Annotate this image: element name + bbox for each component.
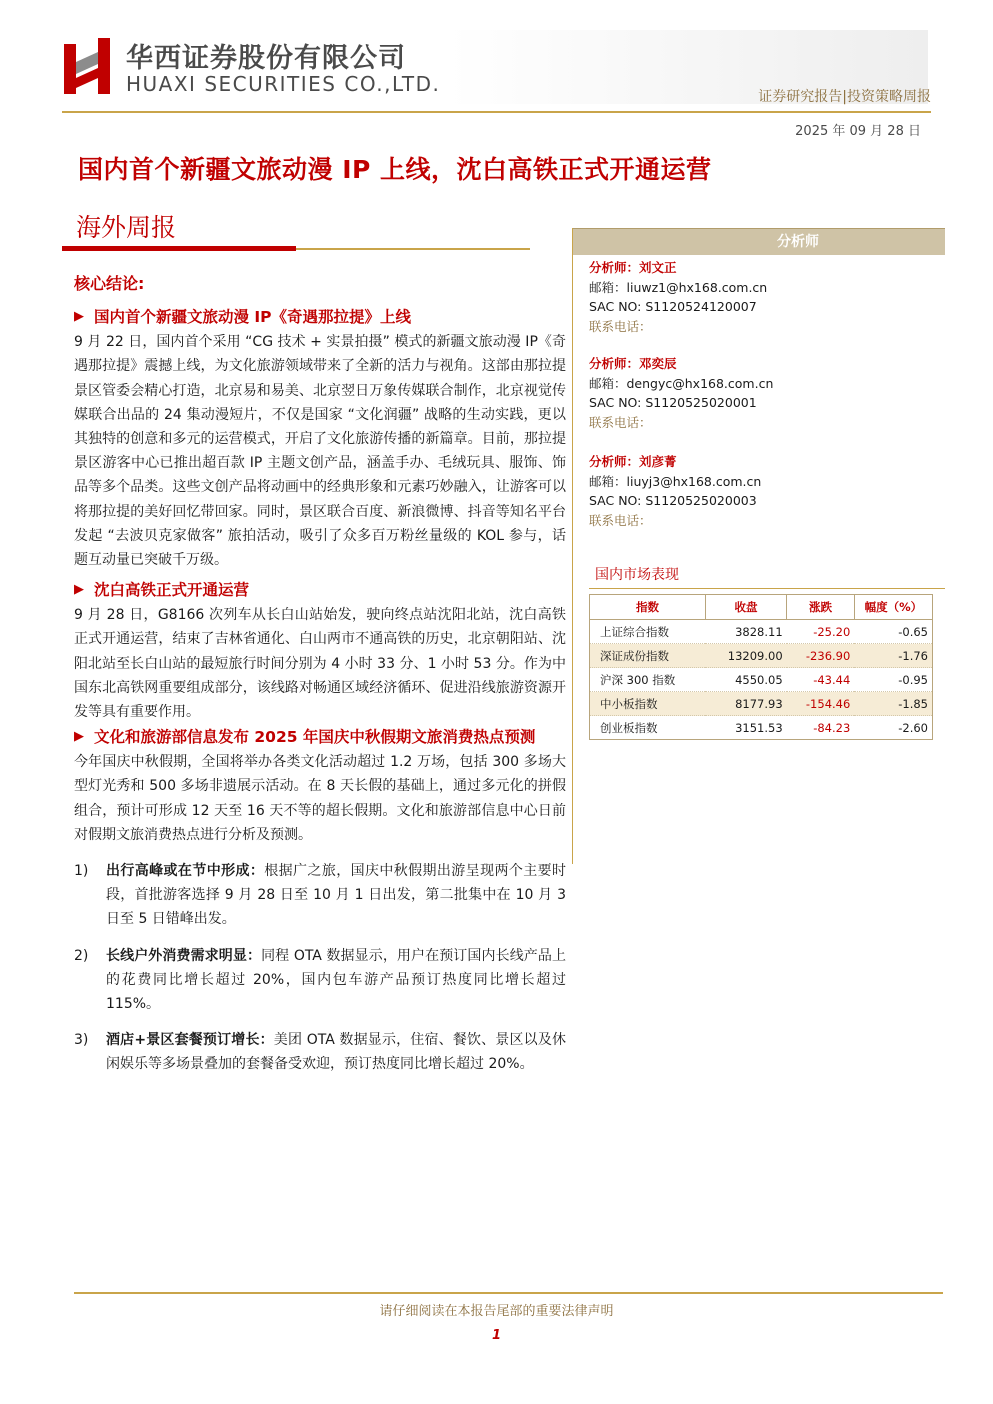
triangle-right-icon: ▶: [74, 729, 84, 745]
company-name-cn: 华西证券股份有限公司: [126, 43, 406, 74]
table-header-row: [590, 595, 933, 620]
header-divider: [62, 111, 931, 113]
triangle-right-icon: ▶: [74, 582, 84, 598]
sidebar: [572, 228, 945, 864]
column-header: 收盘: [705, 595, 786, 620]
analyst-sac: SAC NO: S1120525020003: [589, 493, 757, 508]
index-name: 沪深 300 指数: [590, 668, 706, 692]
table-row: [590, 692, 933, 716]
list-item-title: 长线户外消费需求明显：: [106, 947, 262, 964]
close-value: 13209.00: [705, 644, 786, 668]
change-value: -25.20: [787, 620, 855, 644]
close-value: 3151.53: [705, 716, 786, 740]
index-name: 深证成份指数: [590, 644, 706, 668]
analyst-email[interactable]: 邮箱：liuwz1@hx168.com.cn: [589, 279, 768, 295]
table-row: [590, 716, 933, 740]
list-item-number: 3): [74, 1032, 89, 1049]
close-value: 4550.05: [705, 668, 786, 692]
section-body: 今年国庆中秋假期，全国将举办各类文化活动超过 1.2 万场，包括 300 多场大型灯光秀和 500 多场非遗展示活动。在 8 天长假的基础上，通过多元化的拼假组合，预计可形成 12 天至 16 天不等的超长假期。文化和旅游部信息中心日前对假期文旅消费热点进行分析及预测。: [74, 754, 566, 843]
analyst-name: 分析师：刘文正: [589, 260, 677, 275]
analyst-phone: 联系电话：: [589, 318, 652, 334]
section-body: 9 月 28 日，G8166 次列车从长白山站始发，驶向终点站沈阳北站，沈白高铁正式开通运营，结束了吉林省通化、白山两市不通高铁的历史，北京朝阳站、沈阳北站至长白山站的最短旅行时间分别为 4 小时 33 分、1 小时 53 分。作为中国东北高铁网重要组成部分，该线路对畅通区域经济循环、促进沿线旅游资源开发等具有重要作用。: [74, 607, 566, 721]
close-value: 8177.93: [705, 692, 786, 716]
huaxi-logo-icon: [62, 38, 112, 94]
change-percent: -1.85: [854, 692, 932, 716]
core-conclusions: [74, 272, 566, 1077]
section-heading-text: 沈白高铁正式开通运营: [94, 581, 250, 600]
report-type: 证券研究报告|投资策略周报: [758, 89, 931, 105]
page-number: 1: [491, 1328, 502, 1343]
market-divider: [589, 588, 945, 589]
report-title: 国内首个新疆文旅动漫 IP 上线，沈白高铁正式开通运营: [78, 155, 712, 184]
analyst-phone: 联系电话：: [589, 414, 652, 430]
legal-notice: 请仔细阅读在本报告尾部的重要法律声明: [379, 1304, 614, 1319]
column-header: 涨跌: [787, 595, 855, 620]
section-body: 9 月 22 日，国内首个采用 “CG 技术 + 实景拍摄” 模式的新疆文旅动漫 IP《奇遇那拉提》震撼上线，为文化旅游领域带来了全新的活力与视角。这部由那拉提景区管委会精心打造，北京易和易美、北京翌日万象传媒联合制作，北京视觉传媒联合出品的 24 集动漫短片，不仅是国家 “文化润疆” 战略的生动实践，更以其独特的创意和多元的运营模式，开启了文化旅游传播的新篇章。目前，那拉提景区游客中心已推出超百款 IP 主题文创产品，涵盖手办、毛绒玩具、服饰、饰品等多个品类。这些文创产品将动画中的经典形象和元素巧妙融入，让游客可以将那拉提的美好回忆带回家。同时，景区联合百度、新浪微博、抖音等知名平台发起 “去波贝克家做客” 旅拍活动，吸引了众多百万粉丝量级的 KOL 参与，话题互动量已突破千万级。: [74, 334, 566, 569]
list-item-text: 同程 OTA 数据显示，用户在预订国内长线产品上的花费同比增长超过 20%，国内包车游产品预订热度同比增长超过 115%。: [106, 947, 566, 1013]
section-heading: [74, 724, 566, 750]
analyst-sac: SAC NO: S1120525020001: [589, 395, 757, 410]
table-row: [590, 620, 933, 644]
company-name-en: HUAXI SECURITIES CO.,LTD.: [126, 72, 441, 96]
analyst-card: [589, 452, 761, 530]
analyst-email[interactable]: 邮箱：dengyc@hx168.com.cn: [589, 375, 774, 391]
section-heading-text: 文化和旅游部信息发布 2025 年国庆中秋假期文旅消费热点预测: [94, 728, 536, 747]
title-underline-red: [62, 246, 296, 251]
table-row: [590, 644, 933, 668]
analyst-email[interactable]: 邮箱：liuyj3@hx168.com.cn: [589, 473, 762, 489]
index-name: 创业板指数: [590, 716, 706, 740]
index-name: 上证综合指数: [590, 620, 706, 644]
analyst-header-label: 分析师: [777, 234, 819, 250]
change-percent: -2.60: [854, 716, 932, 740]
table-row: [590, 668, 933, 692]
analyst-phone: 联系电话：: [589, 512, 652, 528]
analyst-header: [573, 228, 945, 255]
change-percent: -1.76: [854, 644, 932, 668]
market-table: [589, 594, 933, 740]
title-underline-gold: [296, 248, 530, 250]
change-value: -43.44: [787, 668, 855, 692]
market-title: 国内市场表现: [595, 567, 679, 583]
close-value: 3828.11: [705, 620, 786, 644]
change-value: -236.90: [787, 644, 855, 668]
list-item-text: 美团 OTA 数据显示，住宿、餐饮、景区以及休闲娱乐等多场景叠加的套餐备受欢迎，预订热度同比增长超过 20%。: [106, 1032, 566, 1073]
analyst-card: [589, 354, 773, 432]
list-item-title: 酒店+景区套餐预订增长：: [106, 1032, 274, 1049]
section-heading: [74, 304, 566, 330]
footer-divider: [74, 1292, 943, 1294]
index-name: 中小板指数: [590, 692, 706, 716]
change-percent: -0.95: [854, 668, 932, 692]
analyst-name: 分析师：邓奕辰: [589, 356, 677, 371]
report-subtitle: 海外周报: [76, 213, 177, 242]
section-heading-text: 国内首个新疆文旅动漫 IP《奇遇那拉提》上线: [94, 308, 412, 327]
analyst-name: 分析师：刘彦菁: [589, 454, 677, 469]
list-item-text: 根据广之旅，国庆中秋假期出游呈现两个主要时段，首批游客选择 9 月 28 日至 10 月 1 日出发，第二批集中在 10 月 3 日至 5 日错峰出发。: [106, 863, 567, 928]
change-value: -84.23: [787, 716, 855, 740]
list-item: [74, 944, 566, 1017]
list-item-number: 1): [74, 863, 89, 880]
list-item-title: 出行高峰或在节中形成：: [106, 863, 265, 880]
analyst-card: [589, 258, 767, 336]
list-item: [74, 859, 566, 932]
column-header: 幅度（%）: [854, 595, 932, 620]
report-date: 2025 年 09 月 28 日: [795, 124, 921, 139]
change-value: -154.46: [787, 692, 855, 716]
triangle-right-icon: ▶: [74, 309, 84, 325]
change-percent: -0.65: [854, 620, 932, 644]
core-heading: 核心结论:: [74, 274, 145, 293]
list-item-number: 2): [74, 947, 89, 964]
list-item: [74, 1028, 566, 1076]
column-header: 指数: [590, 595, 706, 620]
section-heading: [74, 577, 566, 603]
analyst-sac: SAC NO: S1120524120007: [589, 299, 757, 314]
